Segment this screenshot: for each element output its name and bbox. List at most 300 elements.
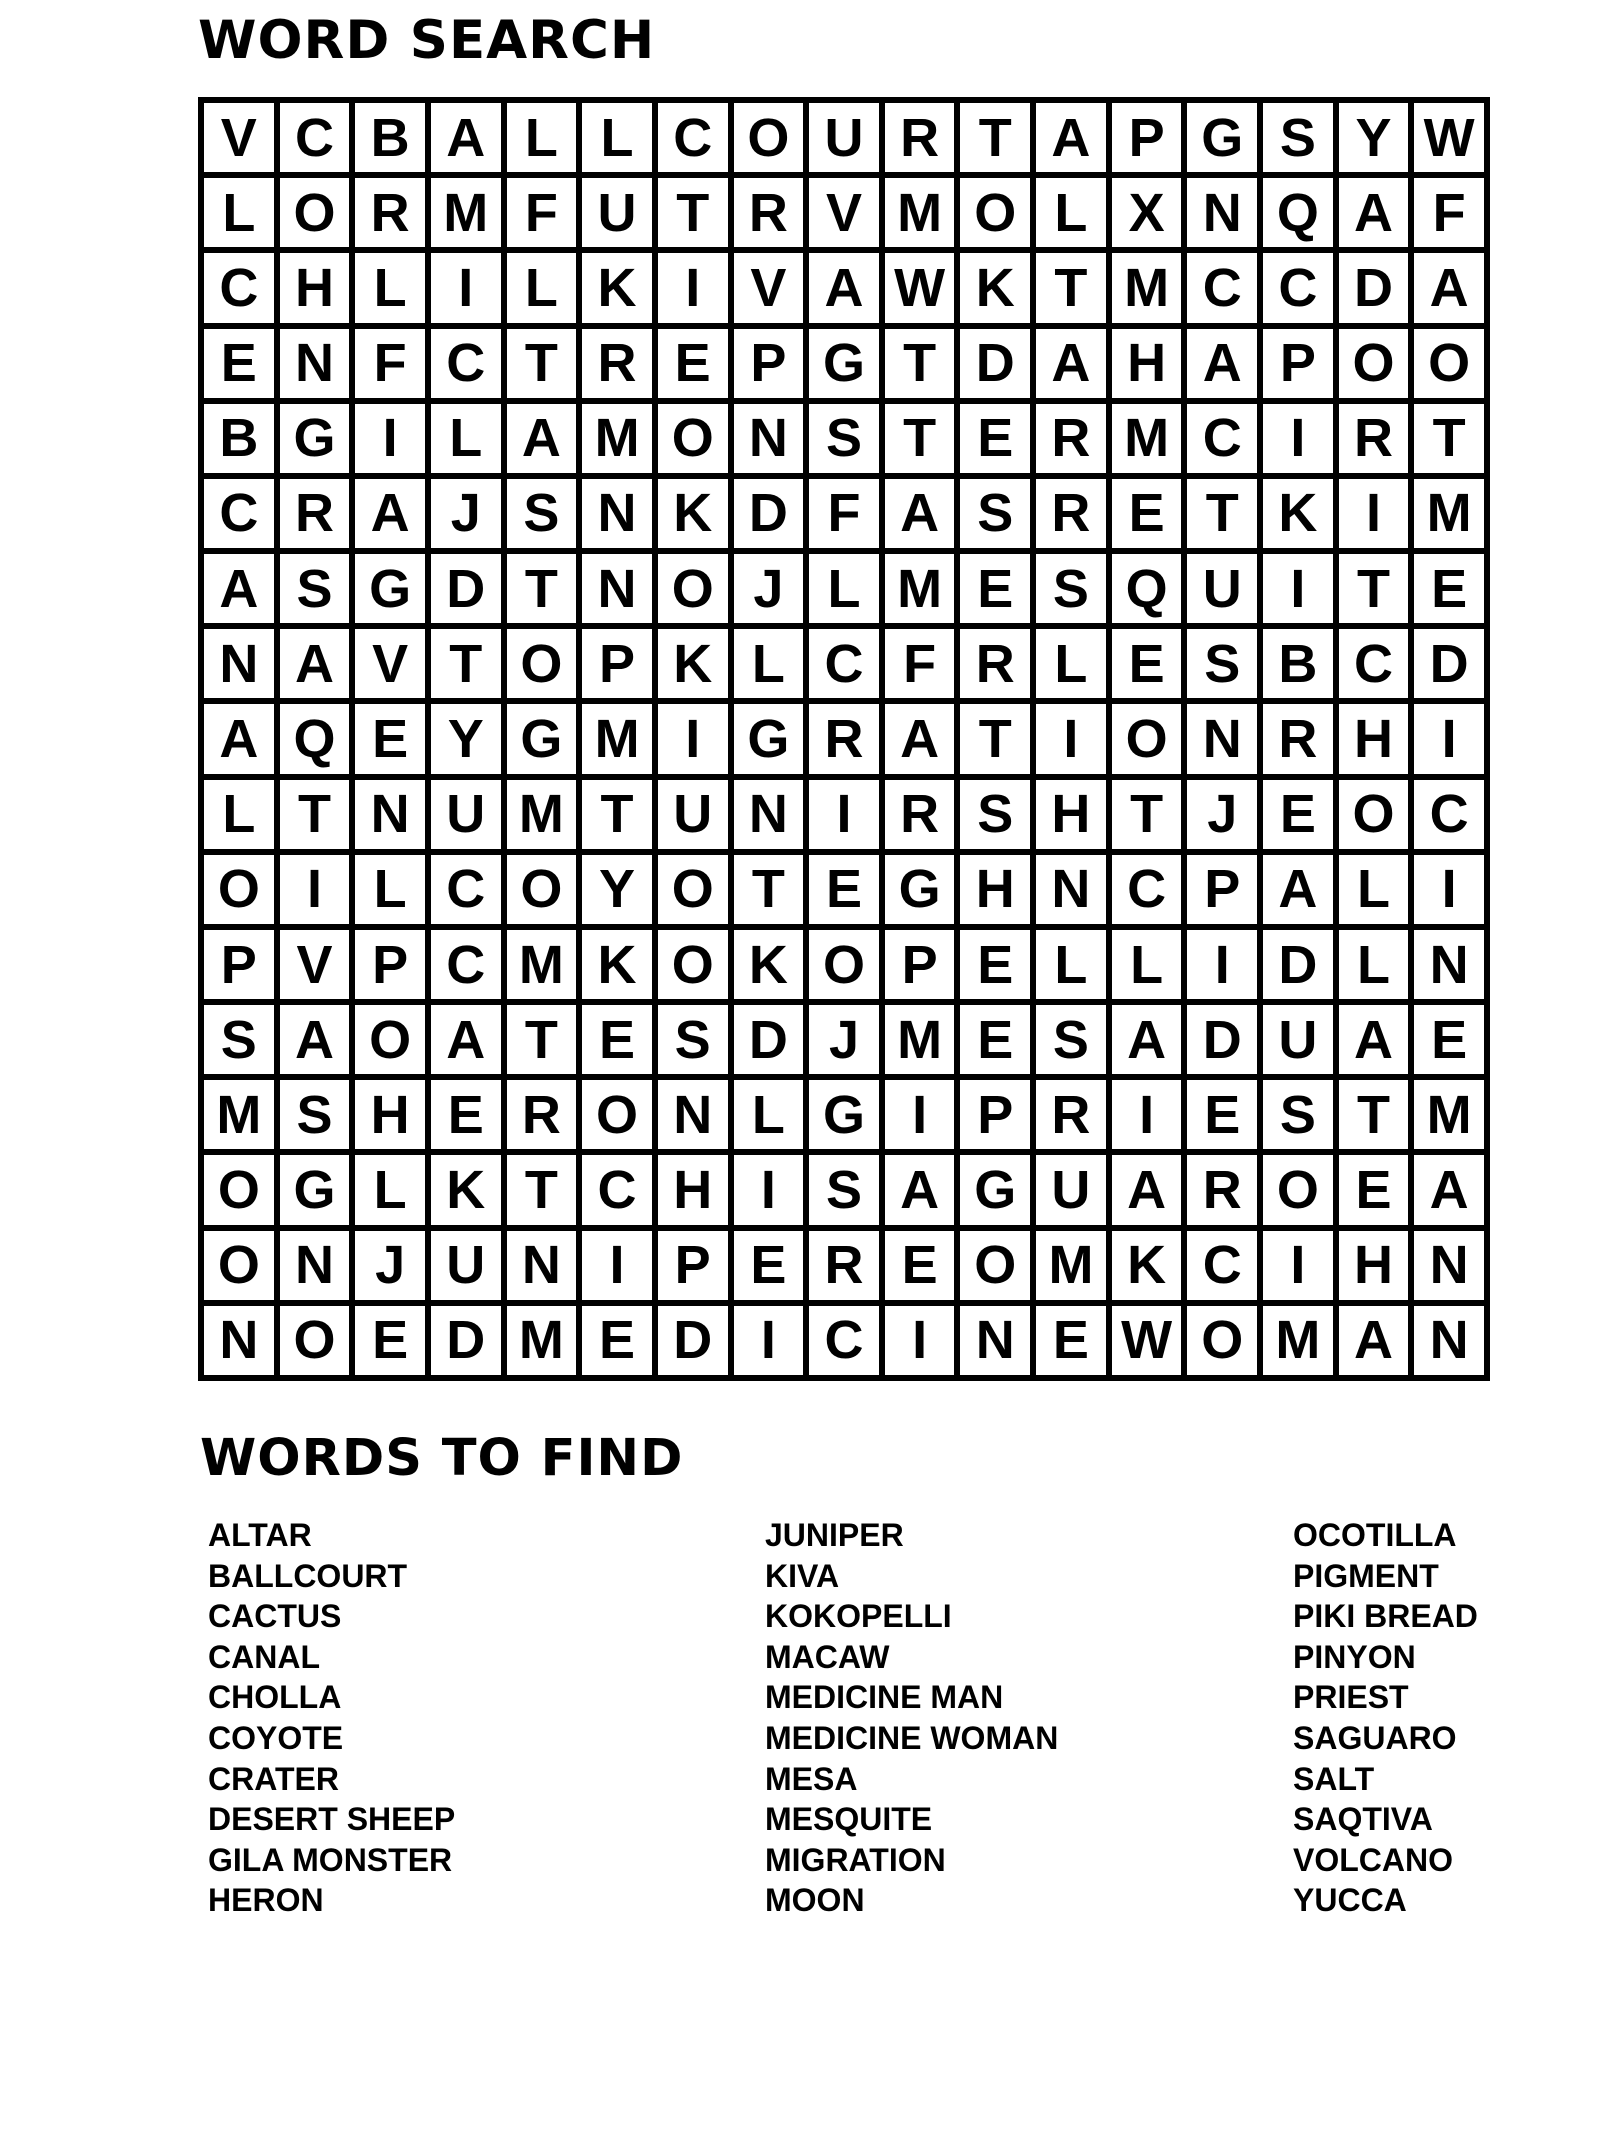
grid-cell[interactable]: Q: [1263, 178, 1333, 247]
grid-cell[interactable]: O: [204, 1231, 274, 1300]
grid-cell[interactable]: A: [809, 253, 879, 322]
grid-cell[interactable]: O: [1339, 780, 1409, 849]
grid-cell[interactable]: E: [960, 404, 1030, 473]
grid-cell[interactable]: W: [1112, 1306, 1182, 1375]
grid-cell[interactable]: H: [1036, 780, 1106, 849]
grid-cell[interactable]: D: [1339, 253, 1409, 322]
grid-cell[interactable]: L: [582, 103, 652, 172]
grid-cell[interactable]: L: [355, 1155, 425, 1224]
grid-cell[interactable]: H: [1339, 704, 1409, 773]
grid-cell[interactable]: R: [582, 329, 652, 398]
grid-cell[interactable]: M: [582, 704, 652, 773]
grid-cell[interactable]: R: [1036, 1080, 1106, 1149]
grid-cell[interactable]: L: [734, 629, 804, 698]
grid-cell[interactable]: E: [1414, 554, 1484, 623]
grid-cell[interactable]: R: [1339, 404, 1409, 473]
grid-cell[interactable]: K: [960, 253, 1030, 322]
grid-cell[interactable]: O: [355, 1005, 425, 1074]
grid-cell[interactable]: D: [1263, 930, 1333, 999]
grid-cell[interactable]: W: [885, 253, 955, 322]
grid-cell[interactable]: I: [1036, 704, 1106, 773]
grid-cell[interactable]: R: [809, 1231, 879, 1300]
grid-cell[interactable]: O: [1414, 329, 1484, 398]
word-item: MEDICINE WOMAN: [765, 1719, 1059, 1756]
grid-cell[interactable]: I: [885, 1080, 955, 1149]
grid-cell[interactable]: I: [1263, 404, 1333, 473]
grid-cell[interactable]: N: [355, 780, 425, 849]
grid-cell[interactable]: N: [1187, 178, 1257, 247]
grid-cell[interactable]: U: [1263, 1005, 1333, 1074]
grid-cell[interactable]: E: [1112, 629, 1182, 698]
grid-cell[interactable]: S: [1263, 1080, 1333, 1149]
grid-cell[interactable]: O: [658, 930, 728, 999]
grid-cell[interactable]: L: [507, 253, 577, 322]
grid-cell[interactable]: N: [734, 404, 804, 473]
grid-cell[interactable]: N: [507, 1231, 577, 1300]
grid-cell[interactable]: D: [734, 1005, 804, 1074]
grid-cell[interactable]: R: [1036, 404, 1106, 473]
grid-cell[interactable]: T: [960, 704, 1030, 773]
grid-cell[interactable]: C: [431, 855, 501, 924]
grid-cell[interactable]: P: [204, 930, 274, 999]
grid-cell[interactable]: U: [431, 1231, 501, 1300]
grid-cell[interactable]: C: [1263, 253, 1333, 322]
grid-cell[interactable]: B: [204, 404, 274, 473]
grid-cell[interactable]: E: [960, 930, 1030, 999]
grid-cell[interactable]: I: [355, 404, 425, 473]
grid-cell[interactable]: L: [204, 178, 274, 247]
word-item: MIGRATION: [765, 1841, 946, 1878]
grid-cell[interactable]: K: [658, 479, 728, 548]
grid-cell[interactable]: D: [431, 1306, 501, 1375]
grid-cell[interactable]: K: [1112, 1231, 1182, 1300]
grid-cell[interactable]: I: [1112, 1080, 1182, 1149]
grid-cell[interactable]: O: [582, 1080, 652, 1149]
grid-cell[interactable]: N: [1414, 1306, 1484, 1375]
grid-cell[interactable]: Q: [1112, 554, 1182, 623]
grid-cell[interactable]: I: [1414, 855, 1484, 924]
grid-cell[interactable]: F: [809, 479, 879, 548]
grid-cell[interactable]: G: [280, 404, 350, 473]
grid-cell[interactable]: C: [204, 479, 274, 548]
grid-cell[interactable]: O: [809, 930, 879, 999]
grid-cell[interactable]: L: [1339, 930, 1409, 999]
grid-cell[interactable]: D: [431, 554, 501, 623]
grid-cell[interactable]: T: [1339, 554, 1409, 623]
grid-cell[interactable]: T: [1339, 1080, 1409, 1149]
grid-cell[interactable]: A: [1036, 329, 1106, 398]
grid-cell[interactable]: P: [960, 1080, 1030, 1149]
grid-cell[interactable]: G: [960, 1155, 1030, 1224]
grid-cell[interactable]: O: [1112, 704, 1182, 773]
grid-cell[interactable]: A: [1339, 1005, 1409, 1074]
grid-cell[interactable]: A: [1187, 329, 1257, 398]
grid-cell[interactable]: A: [280, 1005, 350, 1074]
grid-cell[interactable]: A: [355, 479, 425, 548]
grid-cell[interactable]: C: [658, 103, 728, 172]
grid-cell[interactable]: D: [734, 479, 804, 548]
grid-cell[interactable]: N: [734, 780, 804, 849]
grid-cell[interactable]: P: [658, 1231, 728, 1300]
grid-cell[interactable]: E: [582, 1005, 652, 1074]
grid-cell[interactable]: T: [960, 103, 1030, 172]
grid-cell[interactable]: M: [885, 178, 955, 247]
grid-cell[interactable]: A: [885, 704, 955, 773]
grid-cell[interactable]: O: [960, 178, 1030, 247]
grid-cell[interactable]: P: [1263, 329, 1333, 398]
grid-cell[interactable]: L: [431, 404, 501, 473]
grid-cell[interactable]: S: [280, 1080, 350, 1149]
grid-cell[interactable]: P: [1112, 103, 1182, 172]
grid-cell[interactable]: U: [809, 103, 879, 172]
word-list-column-1: [208, 1515, 455, 1921]
grid-cell[interactable]: C: [809, 629, 879, 698]
grid-cell[interactable]: I: [658, 704, 728, 773]
grid-cell[interactable]: C: [1187, 1231, 1257, 1300]
grid-cell[interactable]: D: [1187, 1005, 1257, 1074]
grid-cell[interactable]: L: [355, 855, 425, 924]
grid-cell[interactable]: T: [280, 780, 350, 849]
word-item: SAGUARO: [1293, 1719, 1457, 1756]
grid-cell[interactable]: W: [1414, 103, 1484, 172]
grid-cell[interactable]: G: [280, 1155, 350, 1224]
grid-cell[interactable]: C: [1112, 855, 1182, 924]
grid-cell[interactable]: O: [1187, 1306, 1257, 1375]
grid-cell[interactable]: E: [204, 329, 274, 398]
grid-cell[interactable]: J: [734, 554, 804, 623]
grid-cell[interactable]: X: [1112, 178, 1182, 247]
grid-cell[interactable]: O: [960, 1231, 1030, 1300]
grid-cell[interactable]: T: [431, 629, 501, 698]
grid-cell[interactable]: O: [658, 855, 728, 924]
grid-cell[interactable]: Y: [1339, 103, 1409, 172]
grid-cell[interactable]: E: [1414, 1005, 1484, 1074]
grid-cell[interactable]: M: [431, 178, 501, 247]
grid-cell[interactable]: T: [582, 780, 652, 849]
grid-cell[interactable]: U: [431, 780, 501, 849]
grid-cell[interactable]: O: [507, 855, 577, 924]
grid-cell[interactable]: Y: [582, 855, 652, 924]
grid-cell[interactable]: T: [507, 1005, 577, 1074]
grid-cell[interactable]: M: [1263, 1306, 1333, 1375]
grid-cell[interactable]: F: [507, 178, 577, 247]
grid-cell[interactable]: O: [658, 404, 728, 473]
grid-cell[interactable]: M: [1112, 404, 1182, 473]
grid-cell[interactable]: R: [809, 704, 879, 773]
grid-cell[interactable]: O: [734, 103, 804, 172]
grid-cell[interactable]: P: [355, 930, 425, 999]
grid-cell[interactable]: B: [1263, 629, 1333, 698]
grid-cell[interactable]: M: [885, 1005, 955, 1074]
grid-cell[interactable]: G: [1187, 103, 1257, 172]
grid-cell[interactable]: K: [582, 930, 652, 999]
word-item: SALT: [1293, 1760, 1375, 1797]
grid-cell[interactable]: T: [507, 554, 577, 623]
grid-cell[interactable]: O: [280, 178, 350, 247]
grid-cell[interactable]: K: [1263, 479, 1333, 548]
grid-cell[interactable]: H: [658, 1155, 728, 1224]
grid-cell[interactable]: L: [809, 554, 879, 623]
grid-cell[interactable]: L: [507, 103, 577, 172]
grid-cell[interactable]: I: [1414, 704, 1484, 773]
grid-cell[interactable]: P: [1187, 855, 1257, 924]
grid-cell[interactable]: M: [507, 780, 577, 849]
grid-cell[interactable]: I: [1187, 930, 1257, 999]
grid-cell[interactable]: T: [885, 404, 955, 473]
grid-cell[interactable]: I: [1263, 554, 1333, 623]
grid-cell[interactable]: S: [960, 479, 1030, 548]
grid-cell[interactable]: S: [658, 1005, 728, 1074]
grid-cell[interactable]: V: [734, 253, 804, 322]
grid-cell[interactable]: E: [431, 1080, 501, 1149]
grid-cell[interactable]: M: [582, 404, 652, 473]
grid-cell[interactable]: E: [1263, 780, 1333, 849]
grid-cell[interactable]: S: [1036, 554, 1106, 623]
grid-cell[interactable]: A: [1339, 178, 1409, 247]
grid-cell[interactable]: I: [734, 1155, 804, 1224]
grid-cell[interactable]: C: [1414, 780, 1484, 849]
grid-cell[interactable]: H: [1112, 329, 1182, 398]
grid-cell[interactable]: F: [355, 329, 425, 398]
grid-cell[interactable]: G: [355, 554, 425, 623]
grid-cell[interactable]: I: [885, 1306, 955, 1375]
grid-cell[interactable]: P: [582, 629, 652, 698]
grid-cell[interactable]: P: [734, 329, 804, 398]
grid-cell[interactable]: J: [355, 1231, 425, 1300]
grid-cell[interactable]: I: [1263, 1231, 1333, 1300]
grid-cell[interactable]: U: [1187, 554, 1257, 623]
grid-cell[interactable]: K: [431, 1155, 501, 1224]
grid-cell[interactable]: L: [204, 780, 274, 849]
grid-cell[interactable]: A: [885, 479, 955, 548]
grid-cell[interactable]: H: [280, 253, 350, 322]
grid-cell[interactable]: E: [734, 1231, 804, 1300]
grid-cell[interactable]: F: [885, 629, 955, 698]
word-item: SAQTIVA: [1293, 1801, 1433, 1838]
grid-cell[interactable]: R: [885, 103, 955, 172]
grid-cell[interactable]: C: [280, 103, 350, 172]
grid-cell[interactable]: S: [1036, 1005, 1106, 1074]
grid-cell[interactable]: N: [582, 479, 652, 548]
grid-cell[interactable]: E: [960, 1005, 1030, 1074]
grid-cell[interactable]: G: [885, 855, 955, 924]
grid-cell[interactable]: A: [1339, 1306, 1409, 1375]
grid-cell[interactable]: K: [658, 629, 728, 698]
grid-cell[interactable]: T: [1187, 479, 1257, 548]
grid-cell[interactable]: I: [582, 1231, 652, 1300]
grid-cell[interactable]: A: [1263, 855, 1333, 924]
grid-cell[interactable]: C: [1187, 253, 1257, 322]
grid-cell[interactable]: E: [885, 1231, 955, 1300]
grid-cell[interactable]: C: [1187, 404, 1257, 473]
grid-cell[interactable]: N: [1187, 704, 1257, 773]
grid-cell[interactable]: O: [507, 629, 577, 698]
grid-cell[interactable]: E: [658, 329, 728, 398]
grid-cell[interactable]: T: [885, 329, 955, 398]
grid-cell[interactable]: S: [204, 1005, 274, 1074]
grid-cell[interactable]: E: [1036, 1306, 1106, 1375]
grid-cell[interactable]: H: [960, 855, 1030, 924]
grid-cell[interactable]: G: [734, 704, 804, 773]
grid-cell[interactable]: R: [507, 1080, 577, 1149]
grid-cell[interactable]: D: [658, 1306, 728, 1375]
grid-cell[interactable]: T: [658, 178, 728, 247]
grid-cell[interactable]: R: [1187, 1155, 1257, 1224]
grid-cell[interactable]: C: [582, 1155, 652, 1224]
grid-cell[interactable]: M: [507, 1306, 577, 1375]
grid-cell[interactable]: M: [885, 554, 955, 623]
grid-cell[interactable]: U: [582, 178, 652, 247]
grid-cell[interactable]: C: [431, 930, 501, 999]
grid-cell[interactable]: N: [1036, 855, 1106, 924]
grid-cell[interactable]: A: [431, 103, 501, 172]
grid-cell[interactable]: S: [809, 404, 879, 473]
grid-cell[interactable]: O: [204, 855, 274, 924]
grid-cell[interactable]: L: [1036, 178, 1106, 247]
grid-cell[interactable]: A: [1414, 1155, 1484, 1224]
grid-cell[interactable]: E: [960, 554, 1030, 623]
grid-cell[interactable]: A: [280, 629, 350, 698]
grid-cell[interactable]: T: [1112, 780, 1182, 849]
grid-cell[interactable]: Q: [280, 704, 350, 773]
grid-cell[interactable]: P: [885, 930, 955, 999]
grid-cell[interactable]: M: [204, 1080, 274, 1149]
grid-cell[interactable]: T: [1414, 404, 1484, 473]
grid-cell[interactable]: A: [204, 704, 274, 773]
grid-cell[interactable]: J: [1187, 780, 1257, 849]
grid-cell[interactable]: R: [1263, 704, 1333, 773]
grid-cell[interactable]: J: [809, 1005, 879, 1074]
grid-cell[interactable]: I: [1339, 479, 1409, 548]
grid-cell[interactable]: N: [960, 1306, 1030, 1375]
grid-cell[interactable]: L: [1339, 855, 1409, 924]
grid-cell[interactable]: E: [355, 1306, 425, 1375]
grid-cell[interactable]: A: [431, 1005, 501, 1074]
grid-cell[interactable]: V: [204, 103, 274, 172]
grid-cell[interactable]: E: [355, 704, 425, 773]
grid-cell[interactable]: T: [507, 1155, 577, 1224]
grid-cell[interactable]: S: [507, 479, 577, 548]
grid-cell[interactable]: O: [204, 1155, 274, 1224]
grid-cell[interactable]: L: [1036, 930, 1106, 999]
grid-cell[interactable]: E: [582, 1306, 652, 1375]
grid-cell[interactable]: S: [809, 1155, 879, 1224]
grid-cell[interactable]: I: [734, 1306, 804, 1375]
grid-cell[interactable]: M: [1414, 479, 1484, 548]
grid-cell[interactable]: E: [1112, 479, 1182, 548]
grid-cell[interactable]: C: [809, 1306, 879, 1375]
grid-cell[interactable]: L: [734, 1080, 804, 1149]
grid-cell[interactable]: A: [1414, 253, 1484, 322]
grid-cell[interactable]: C: [1339, 629, 1409, 698]
grid-cell[interactable]: H: [355, 1080, 425, 1149]
grid-cell[interactable]: L: [1036, 629, 1106, 698]
grid-cell[interactable]: U: [1036, 1155, 1106, 1224]
grid-cell[interactable]: N: [1414, 930, 1484, 999]
grid-cell[interactable]: A: [507, 404, 577, 473]
grid-cell[interactable]: B: [355, 103, 425, 172]
grid-cell[interactable]: T: [1036, 253, 1106, 322]
grid-cell[interactable]: C: [204, 253, 274, 322]
grid-cell[interactable]: O: [1263, 1155, 1333, 1224]
grid-cell[interactable]: R: [1036, 479, 1106, 548]
word-item: MOON: [765, 1882, 865, 1919]
word-item: PIGMENT: [1293, 1557, 1439, 1594]
grid-cell[interactable]: A: [885, 1155, 955, 1224]
grid-cell[interactable]: R: [355, 178, 425, 247]
grid-cell[interactable]: N: [204, 629, 274, 698]
grid-cell[interactable]: R: [280, 479, 350, 548]
grid-cell[interactable]: O: [280, 1306, 350, 1375]
grid-cell[interactable]: N: [280, 1231, 350, 1300]
grid-cell[interactable]: E: [1187, 1080, 1257, 1149]
word-item: YUCCA: [1293, 1882, 1407, 1919]
grid-cell[interactable]: O: [1339, 329, 1409, 398]
grid-cell[interactable]: I: [280, 855, 350, 924]
grid-cell[interactable]: T: [734, 855, 804, 924]
grid-cell[interactable]: K: [734, 930, 804, 999]
grid-cell[interactable]: R: [960, 629, 1030, 698]
grid-cell[interactable]: S: [1263, 103, 1333, 172]
grid-cell[interactable]: D: [1414, 629, 1484, 698]
grid-cell[interactable]: A: [1112, 1155, 1182, 1224]
grid-cell[interactable]: M: [1112, 253, 1182, 322]
grid-cell[interactable]: H: [1339, 1231, 1409, 1300]
grid-cell[interactable]: N: [658, 1080, 728, 1149]
grid-cell[interactable]: A: [1112, 1005, 1182, 1074]
grid-cell[interactable]: N: [280, 329, 350, 398]
word-list-column-3: [1293, 1515, 1478, 1921]
grid-cell[interactable]: I: [431, 253, 501, 322]
grid-cell[interactable]: U: [658, 780, 728, 849]
grid-cell[interactable]: S: [280, 554, 350, 623]
grid-cell[interactable]: A: [1036, 103, 1106, 172]
grid-cell[interactable]: M: [1414, 1080, 1484, 1149]
grid-cell[interactable]: F: [1414, 178, 1484, 247]
grid-cell[interactable]: L: [1112, 930, 1182, 999]
grid-cell[interactable]: E: [809, 855, 879, 924]
grid-cell[interactable]: M: [507, 930, 577, 999]
grid-cell[interactable]: A: [204, 554, 274, 623]
grid-cell[interactable]: G: [809, 329, 879, 398]
grid-cell[interactable]: L: [355, 253, 425, 322]
grid-cell[interactable]: N: [204, 1306, 274, 1375]
grid-cell[interactable]: G: [809, 1080, 879, 1149]
grid-cell[interactable]: G: [507, 704, 577, 773]
grid-cell[interactable]: V: [355, 629, 425, 698]
grid-cell[interactable]: E: [1339, 1155, 1409, 1224]
grid-cell[interactable]: C: [431, 329, 501, 398]
grid-cell[interactable]: O: [658, 554, 728, 623]
word-item: PIKI BREAD: [1293, 1598, 1478, 1635]
grid-cell[interactable]: V: [809, 178, 879, 247]
grid-cell[interactable]: T: [507, 329, 577, 398]
grid-cell[interactable]: D: [960, 329, 1030, 398]
grid-cell[interactable]: N: [1414, 1231, 1484, 1300]
grid-cell[interactable]: S: [960, 780, 1030, 849]
grid-cell[interactable]: J: [431, 479, 501, 548]
grid-cell[interactable]: I: [658, 253, 728, 322]
grid-cell[interactable]: M: [1036, 1231, 1106, 1300]
grid-cell[interactable]: V: [280, 930, 350, 999]
grid-cell[interactable]: K: [582, 253, 652, 322]
grid-cell[interactable]: I: [809, 780, 879, 849]
grid-cell[interactable]: R: [885, 780, 955, 849]
grid-cell[interactable]: R: [734, 178, 804, 247]
grid-cell[interactable]: S: [1187, 629, 1257, 698]
grid-cell[interactable]: N: [582, 554, 652, 623]
grid-cell[interactable]: Y: [431, 704, 501, 773]
